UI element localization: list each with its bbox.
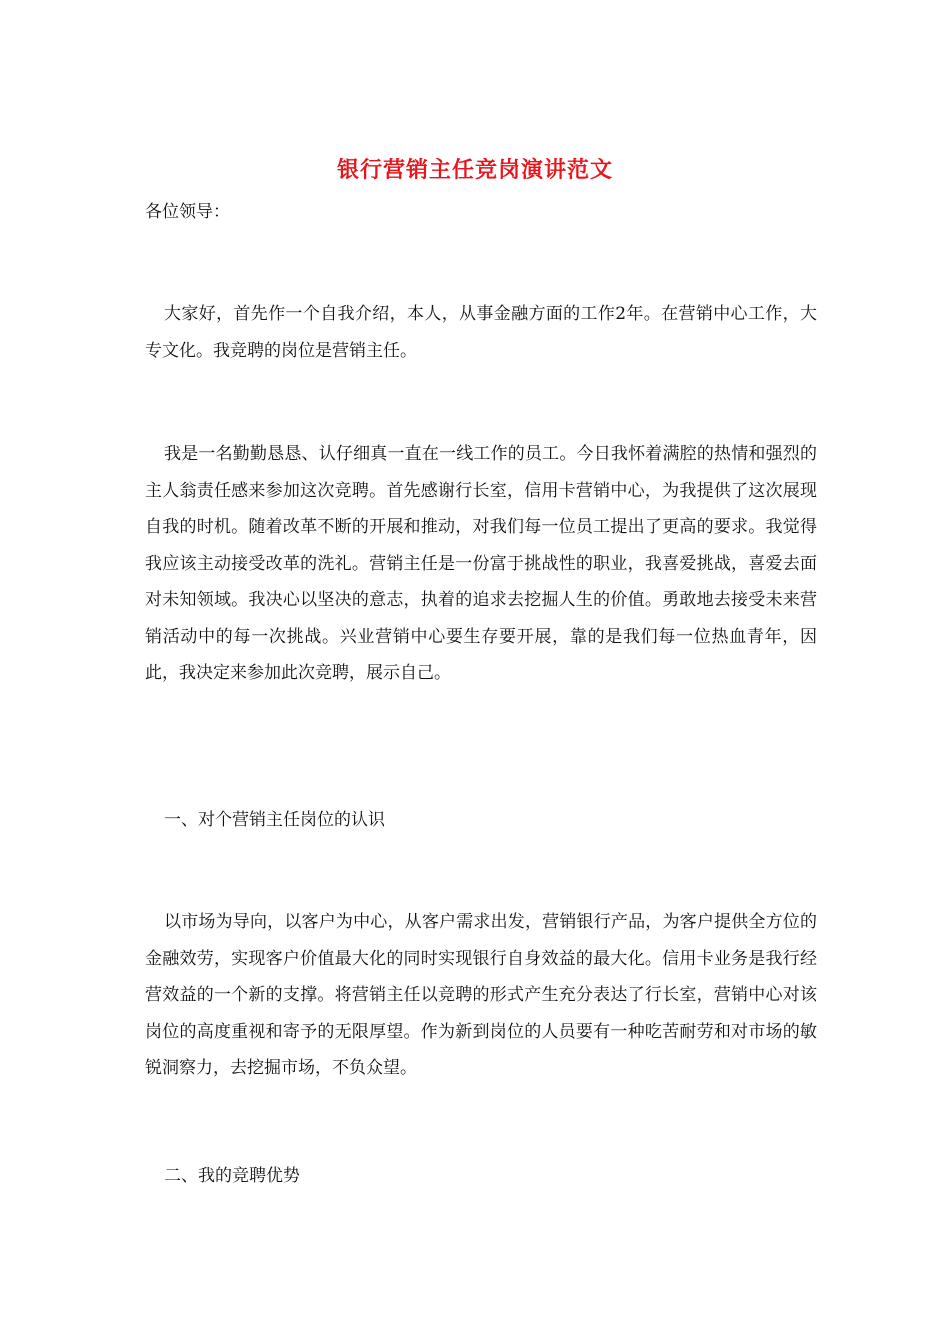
salutation: 各位领导：	[145, 202, 230, 222]
section-heading-1: 一、对个营销主任岗位的认识	[164, 810, 385, 830]
paragraph-motivation: 我是一名勤勤恳恳、认仔细真一直在一线工作的员工。今日我怀着满腔的热情和强烈的主人翁责任感来参加这次竞聘。首先感谢行长室，信用卡营销中心，为我提供了这次展现自我的时机。随着改革不断的开展和推动，对我们每一位员工提出了更高的要求。我觉得我应该主动接受改革的洗礼。营销主任是一份富于挑战性的职业，我喜爱挑战，喜爱去面对未知领域。我决心以坚决的意志，执着的追求去挖掘人生的价值。勇敢地去接受未来营销活动中的每一次挑战。兴业营销中心要生存要开展，靠的是我们每一位热血青年，因此，我决定来参加此次竞聘，展示自己。	[145, 444, 817, 683]
document-title: 银行营销主任竞岗演讲范文	[336, 157, 613, 183]
paragraph-role-understanding: 以市场为导向，以客户为中心，从客户需求出发，营销银行产品，为客户提供全方位的金融效劳，实现客户价值最大化的同时实现银行自身效益的最大化。信用卡业务是我行经营效益的一个新的支撑。将营销主任以竞聘的形式产生充分表达了行长室，营销中心对该岗位的高度重视和寄予的无限厚望。作为新到岗位的人员要有一种吃苦耐劳和对市场的敏锐洞察力，去挖掘市场，不负众望。	[145, 912, 817, 1078]
section-heading-2: 二、我的竞聘优势	[164, 1166, 300, 1186]
paragraph-intro: 大家好，首先作一个自我介绍，本人，从事金融方面的工作2年。在营销中心工作，大专文化。我竞聘的岗位是营销主任。	[145, 304, 817, 361]
